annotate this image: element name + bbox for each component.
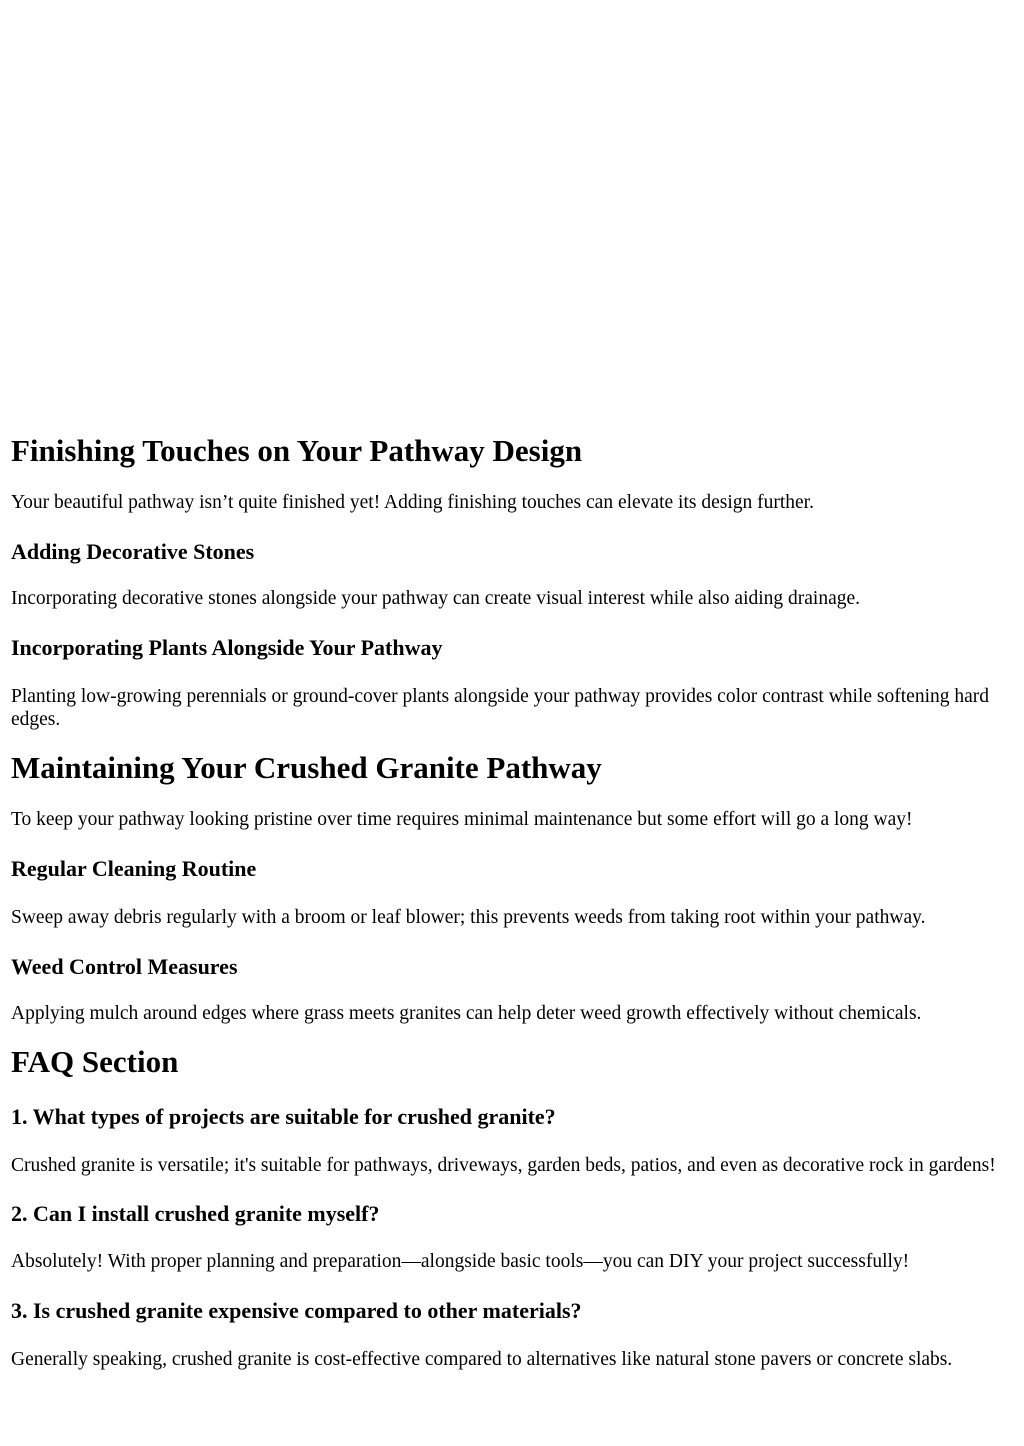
section-heading-maintaining: Maintaining Your Crushed Granite Pathway	[11, 750, 602, 785]
faq-question-3: 3. Is crushed granite expensive compared to other materials?	[11, 1298, 582, 1323]
subheading-regular-cleaning: Regular Cleaning Routine	[11, 856, 257, 881]
blank-image-area	[11, 0, 1013, 430]
paragraph-decorative-stones: Incorporating decorative stones alongside your pathway can create visual interest while also aiding drainage.	[11, 588, 861, 609]
section-intro-finishing-touches: Your beautiful pathway isn’t quite finished yet! Adding finishing touches can elevate its design further.	[11, 492, 814, 513]
subheading-decorative-stones: Adding Decorative Stones	[11, 539, 255, 564]
faq-question-2: 2. Can I install crushed granite myself?	[11, 1201, 380, 1226]
faq-question-1: 1. What types of projects are suitable for crushed granite?	[11, 1104, 556, 1129]
paragraph-weed-control: Applying mulch around edges where grass meets granites can help deter weed growth effectively without chemicals.	[11, 1003, 922, 1024]
paragraph-incorporating-plants: Planting low-growing perennials or ground-cover plants alongside your pathway provides color contrast while softening hard edges.	[11, 686, 990, 730]
faq-answer-2: Absolutely! With proper planning and preparation—alongside basic tools—you can DIY your project successfully!	[11, 1251, 910, 1272]
section-heading-faq: FAQ Section	[11, 1044, 179, 1079]
faq-answer-3: Generally speaking, crushed granite is cost-effective compared to alternatives like natural stone pavers or concrete slabs.	[11, 1349, 953, 1370]
subheading-incorporating-plants: Incorporating Plants Alongside Your Pathway	[11, 635, 443, 660]
paragraph-regular-cleaning: Sweep away debris regularly with a broom or leaf blower; this prevents weeds from taking root within your pathway.	[11, 907, 926, 928]
section-intro-maintaining: To keep your pathway looking pristine over time requires minimal maintenance but some effort will go a long way!	[11, 809, 913, 830]
section-heading-finishing-touches: Finishing Touches on Your Pathway Design	[11, 433, 583, 468]
article-content	[11, 0, 1013, 1371]
subheading-weed-control: Weed Control Measures	[11, 954, 238, 979]
faq-answer-1: Crushed granite is versatile; it's suitable for pathways, driveways, garden beds, patios, and even as decorative rock in gardens!	[11, 1155, 996, 1176]
